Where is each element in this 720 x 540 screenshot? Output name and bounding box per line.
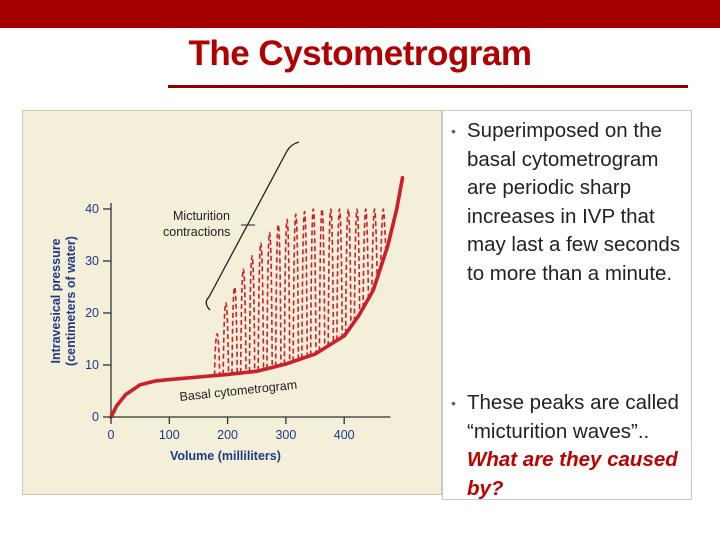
x-axis-label: Volume (milliliters): [170, 449, 281, 463]
micturition-wave: [258, 243, 263, 371]
title-underline: [168, 85, 688, 88]
annotation-micturition-line1: Micturition: [173, 209, 230, 223]
annotation-basal: Basal cytometrogram: [178, 377, 298, 404]
y-tick-label: 20: [85, 306, 99, 320]
y-tick-label: 30: [85, 254, 99, 268]
micturition-wave: [250, 256, 255, 372]
slide-title: The Cystometrogram: [188, 34, 532, 73]
x-tick-label: 300: [275, 428, 297, 442]
micturition-wave: [337, 209, 342, 340]
micturition-wave: [293, 214, 298, 361]
micturition-wave: [276, 225, 281, 367]
micturition-wave: [328, 209, 333, 346]
micturition-wave: [215, 334, 220, 376]
x-tick-label: 0: [107, 428, 115, 442]
bullet-glyph: •: [451, 395, 456, 411]
micturition-wave: [284, 219, 289, 364]
y-tick-label: 0: [92, 410, 99, 424]
annotation-micturition-line2: contractions: [163, 225, 231, 239]
micturition-wave: [311, 209, 316, 356]
micturition-wave: [354, 209, 359, 322]
x-tick-label: 100: [158, 428, 180, 442]
cystometrogram-figure: [22, 110, 442, 495]
bullet-item-2: [451, 389, 691, 503]
micturition-wave: [267, 232, 272, 368]
cystometrogram-chart: [23, 111, 443, 496]
bullet-text-1: Superimposed on the basal cytometrogram are periodic sharp increases in IVP that may last a few seconds to more than a minute.: [467, 119, 681, 285]
top-accent-bar: [0, 0, 720, 28]
micturition-wave: [346, 209, 351, 334]
x-tick-label: 400: [333, 428, 355, 442]
y-tick-label: 40: [85, 202, 99, 216]
bullet-glyph: •: [451, 123, 456, 139]
bullet-question: What are they caused by?: [467, 448, 678, 500]
x-tick-label: 200: [217, 428, 239, 442]
y-tick-label: 10: [85, 358, 99, 372]
micturition-wave: [363, 209, 368, 308]
text-panel: [442, 110, 692, 500]
micturition-wave: [232, 287, 237, 374]
micturition-wave: [223, 303, 228, 375]
y-axis-label-line1: Intravesical pressure: [49, 238, 63, 364]
bullet-text-2: [451, 389, 691, 503]
micturition-wave: [302, 212, 307, 359]
micturition-wave: [241, 269, 246, 373]
bullet-text-2-plain: These peaks are called “micturition waves”..: [467, 391, 679, 443]
micturition-wave: [319, 209, 324, 351]
bullet-item-1: [451, 117, 691, 288]
y-axis-label-line2: (centimeters of water): [64, 236, 78, 366]
